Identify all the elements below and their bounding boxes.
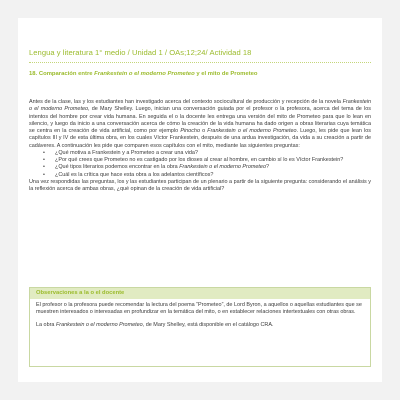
teacher-notes-body xyxy=(30,299,370,329)
question-item: • ¿Qué motiva a Frankestein y a Prometeo a crear una vida? xyxy=(43,150,371,157)
section-title-post: y el mito de Prometeo xyxy=(196,71,258,77)
section-title-work: Frankestein o el moderno Prometeo xyxy=(94,71,195,77)
question-item: • ¿Qué tipos literarios podemos encontrar en la obra Frankestein o el moderno Prometeo? xyxy=(43,164,371,171)
question-item: • ¿Cuál es la crítica que hace esta obra a los adelantos científicos? xyxy=(43,172,371,179)
teacher-note-paragraph: La obra Frankestein o el moderno Prometeo, de Mary Shelley, está disponible en el catálogo CRA. xyxy=(36,321,274,328)
intro-paragraph: Antes de la clase, las y los estudiantes han investigado acerca del contexto sociocultural de producción y recepción de la novela Frankestein o el moderno Prometeo, de Mary Shelley. Luego, inician una conversación guiada por el profesor o la profesora, acerca del tema de los intentos del hombre por crear vida humana. En seguida el o la docente les entrega una versión del mito de Prometeo para que lo lean en silencio, y luego da inicio a una conversación acerca de cómo la creación de la vida humana ha dado origen a obras literarias cuya temática se centra en la creación de vida artificial, como por ejemplo Pinocho o Frankestein o el moderno Prometeo. Luego, les pide que lean los capítulos III y IV de esta última obra, en los cuales Víctor Frankestein, después de una ardua investigación, da vida a su creación a partir de cadáveres. A continuación les pide que comparen esos capítulos con el mito, mediante las siguientes preguntas: xyxy=(29,99,371,149)
document-page xyxy=(18,18,382,382)
section-number: 18. xyxy=(29,71,38,77)
teacher-notes-title: Observaciones a la o el docente xyxy=(30,288,370,299)
header-divider xyxy=(29,62,371,63)
teacher-notes-box xyxy=(29,287,371,367)
section-title-pre: Comparación entre xyxy=(38,71,93,77)
plenary-paragraph: Una vez respondidas las preguntas, los y las estudiantes participan de un plenario a partir de la siguiente pregunta: considerando el análisis y la reflexión acerca de ambas obras, ¿qué opinan de la creación de vida artificial? xyxy=(29,178,371,192)
question-item: • ¿Por qué crees que Prometeo no es castigado por los dioses al crear al hombre, en cambio sí lo es Víctor Frankestein? xyxy=(43,157,371,164)
activity-body xyxy=(29,99,371,193)
teacher-note-paragraph: El profesor o la profesora puede recomendar la lectura del poema “Prometeo”, de Lord Byron, a aquellos o aquellas estudiantes que se muestren interesados o interesadas en profundizar en la temática del mito, o en establecer relaciones intertextuales con otras obras. xyxy=(36,302,362,316)
page-header: Lengua y literatura 1° medio / Unidad 1 / OAs;12;24/ Actividad 18 xyxy=(29,48,252,57)
section-title xyxy=(29,71,369,78)
question-list xyxy=(43,150,371,179)
